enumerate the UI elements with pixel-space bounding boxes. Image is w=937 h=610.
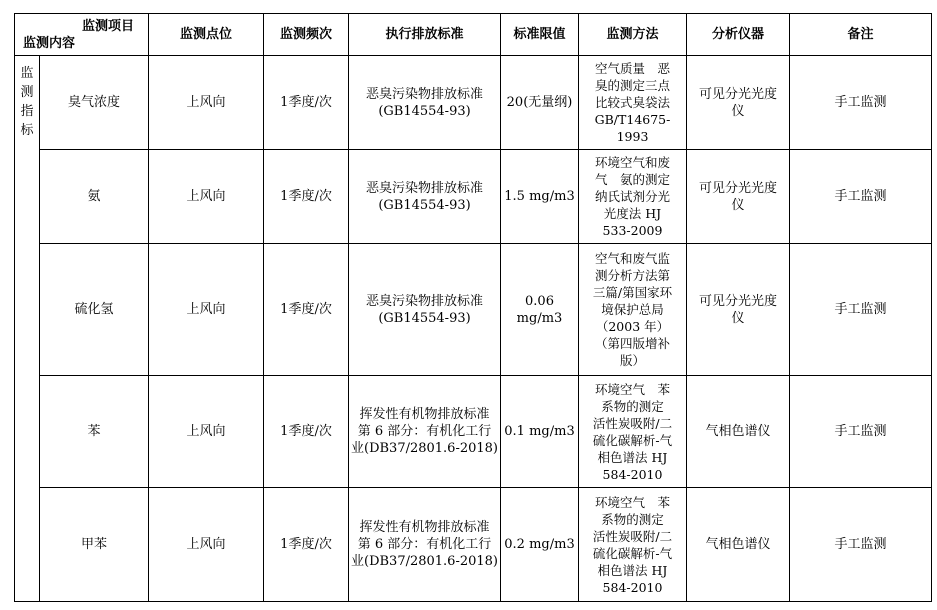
cell-note: 手工监测	[790, 150, 932, 244]
cell-note: 手工监测	[790, 376, 932, 488]
cell-method-line: 活性炭吸附/二	[592, 415, 673, 431]
cell-method-line: 584-2010	[602, 466, 663, 482]
column-header-method: 监测方法	[579, 14, 687, 56]
cell-instrument	[687, 488, 790, 602]
cell-method-line: 臭的测定三点	[594, 78, 670, 93]
column-header-instrument: 分析仪器	[687, 14, 790, 56]
cell-method-line: 空气和废气监	[594, 251, 670, 266]
cell-method-line: 1993	[616, 129, 649, 144]
cell-standard-line: 业(DB37/2801.6-2018)	[351, 441, 499, 456]
cell-limit	[501, 376, 579, 488]
cell-method-line: 纳氏试剂分光	[594, 189, 670, 204]
cell-instrument-line: 可见分光光度	[698, 293, 777, 309]
cell-instrument-line: 气相色谱仪	[705, 424, 771, 439]
cell-point: 上风向	[149, 150, 264, 244]
cell-point: 上风向	[149, 488, 264, 602]
cell-method-line: 气 氨的测定	[594, 172, 670, 187]
table-row	[15, 244, 932, 376]
corner-header-cell	[15, 14, 149, 56]
cell-instrument-line: 可见分光光度	[698, 180, 777, 196]
cell-limit-line: 0.1 mg/m3	[504, 424, 575, 439]
cell-instrument-line: 仪	[731, 103, 745, 119]
cell-method-line: 硫化碳解析-气	[592, 432, 673, 448]
cell-method	[579, 376, 687, 488]
cell-limit	[501, 244, 579, 376]
cell-instrument	[687, 244, 790, 376]
cell-instrument-line: 气相色谱仪	[705, 537, 771, 552]
cell-instrument	[687, 150, 790, 244]
side-label-char: 监	[20, 66, 34, 81]
cell-item: 苯	[40, 376, 149, 488]
table-row	[15, 150, 932, 244]
cell-limit-line: mg/m3	[516, 310, 563, 326]
cell-standard-line: (GB14554-93)	[378, 197, 471, 213]
cell-standard	[349, 56, 501, 150]
cell-standard-line: 第 6 部分：有机化工行	[357, 424, 492, 439]
cell-frequency: 1季度/次	[264, 244, 349, 376]
cell-method-line: 活性炭吸附/二	[592, 528, 673, 544]
table-row	[15, 376, 932, 488]
cell-standard-line: 恶臭污染物排放标准	[365, 293, 483, 309]
cell-limit	[501, 56, 579, 150]
cell-standard	[349, 244, 501, 376]
cell-item: 氨	[40, 150, 149, 244]
cell-limit-line: 0.2 mg/m3	[504, 537, 575, 552]
cell-standard	[349, 376, 501, 488]
cell-method-line: GB/T14675-	[594, 112, 671, 127]
cell-method-line: 空气质量 恶	[594, 61, 670, 76]
cell-limit-line: 1.5 mg/m3	[504, 189, 575, 204]
cell-standard-line: 恶臭污染物排放标准	[365, 180, 483, 196]
column-header-standard: 执行排放标准	[349, 14, 501, 56]
cell-item: 甲苯	[40, 488, 149, 602]
cell-method-line: 环境空气 苯	[594, 494, 670, 510]
cell-frequency: 1季度/次	[264, 56, 349, 150]
cell-instrument-line: 仪	[731, 197, 745, 213]
cell-standard-line: 恶臭污染物排放标准	[365, 86, 483, 102]
cell-point: 上风向	[149, 376, 264, 488]
cell-point: 上风向	[149, 56, 264, 150]
cell-method-line: 环境空气 苯	[594, 381, 670, 397]
cell-limit-line: 0.06	[525, 293, 554, 309]
cell-limit	[501, 150, 579, 244]
cell-point: 上风向	[149, 244, 264, 376]
column-header-point: 监测点位	[149, 14, 264, 56]
cell-note: 手工监测	[790, 488, 932, 602]
table-row	[15, 488, 932, 602]
cell-standard-line: (GB14554-93)	[378, 103, 471, 119]
cell-method-line: 硫化碳解析-气	[592, 545, 673, 561]
cell-method-line: 相色谱法 HJ	[597, 562, 668, 578]
column-header-note: 备注	[790, 14, 932, 56]
side-label-char: 指	[20, 104, 34, 119]
header-row	[15, 14, 932, 56]
corner-header-bottom: 监测内容	[23, 36, 76, 51]
cell-method-line: 三篇/第国家环	[592, 285, 673, 300]
cell-method-line: 比较式臭袋法	[594, 95, 670, 110]
cell-method	[579, 150, 687, 244]
cell-limit	[501, 488, 579, 602]
cell-method-line: 测分析方法第	[594, 268, 670, 283]
cell-method-line: 系物的测定	[601, 398, 664, 414]
cell-instrument-line: 可见分光光度	[698, 86, 777, 102]
cell-instrument	[687, 56, 790, 150]
cell-method-line: 533-2009	[602, 223, 663, 238]
cell-item: 硫化氢	[40, 244, 149, 376]
column-header-limit: 标准限值	[501, 14, 579, 56]
cell-instrument	[687, 376, 790, 488]
cell-standard-line: 挥发性有机物排放标准	[359, 407, 490, 422]
cell-method-line: （2003 年）	[595, 319, 670, 334]
side-label-char: 标	[20, 123, 34, 138]
cell-method-line: 境保护总局	[601, 302, 664, 317]
cell-item: 臭气浓度	[40, 56, 149, 150]
cell-standard	[349, 150, 501, 244]
cell-method-line: 版）	[619, 353, 645, 368]
cell-method-line: 相色谱法 HJ	[597, 449, 668, 465]
cell-method-line: 光度法 HJ	[603, 206, 662, 221]
corner-header-top: 监测项目	[81, 19, 134, 34]
cell-standard-line: 业(DB37/2801.6-2018)	[351, 554, 499, 569]
cell-standard-line: 第 6 部分：有机化工行	[357, 537, 492, 552]
cell-method	[579, 244, 687, 376]
cell-method-line: （第四版增补	[594, 336, 670, 351]
cell-method	[579, 56, 687, 150]
cell-standard	[349, 488, 501, 602]
cell-instrument-line: 仪	[731, 310, 745, 326]
cell-method-line: 系物的测定	[601, 511, 664, 527]
cell-note: 手工监测	[790, 56, 932, 150]
side-label-cell	[15, 56, 40, 602]
cell-method-line: 584-2010	[602, 579, 663, 595]
side-label-char: 测	[20, 85, 34, 100]
cell-standard-line: (GB14554-93)	[378, 310, 471, 326]
cell-frequency: 1季度/次	[264, 488, 349, 602]
column-header-frequency: 监测频次	[264, 14, 349, 56]
cell-frequency: 1季度/次	[264, 150, 349, 244]
cell-standard-line: 挥发性有机物排放标准	[359, 520, 490, 535]
cell-note: 手工监测	[790, 244, 932, 376]
monitoring-table	[14, 13, 932, 602]
cell-limit-line: 20(无量纲)	[506, 95, 573, 110]
cell-method-line: 环境空气和废	[594, 155, 670, 170]
cell-method	[579, 488, 687, 602]
cell-frequency: 1季度/次	[264, 376, 349, 488]
table-row	[15, 56, 932, 150]
table-body	[15, 56, 932, 602]
